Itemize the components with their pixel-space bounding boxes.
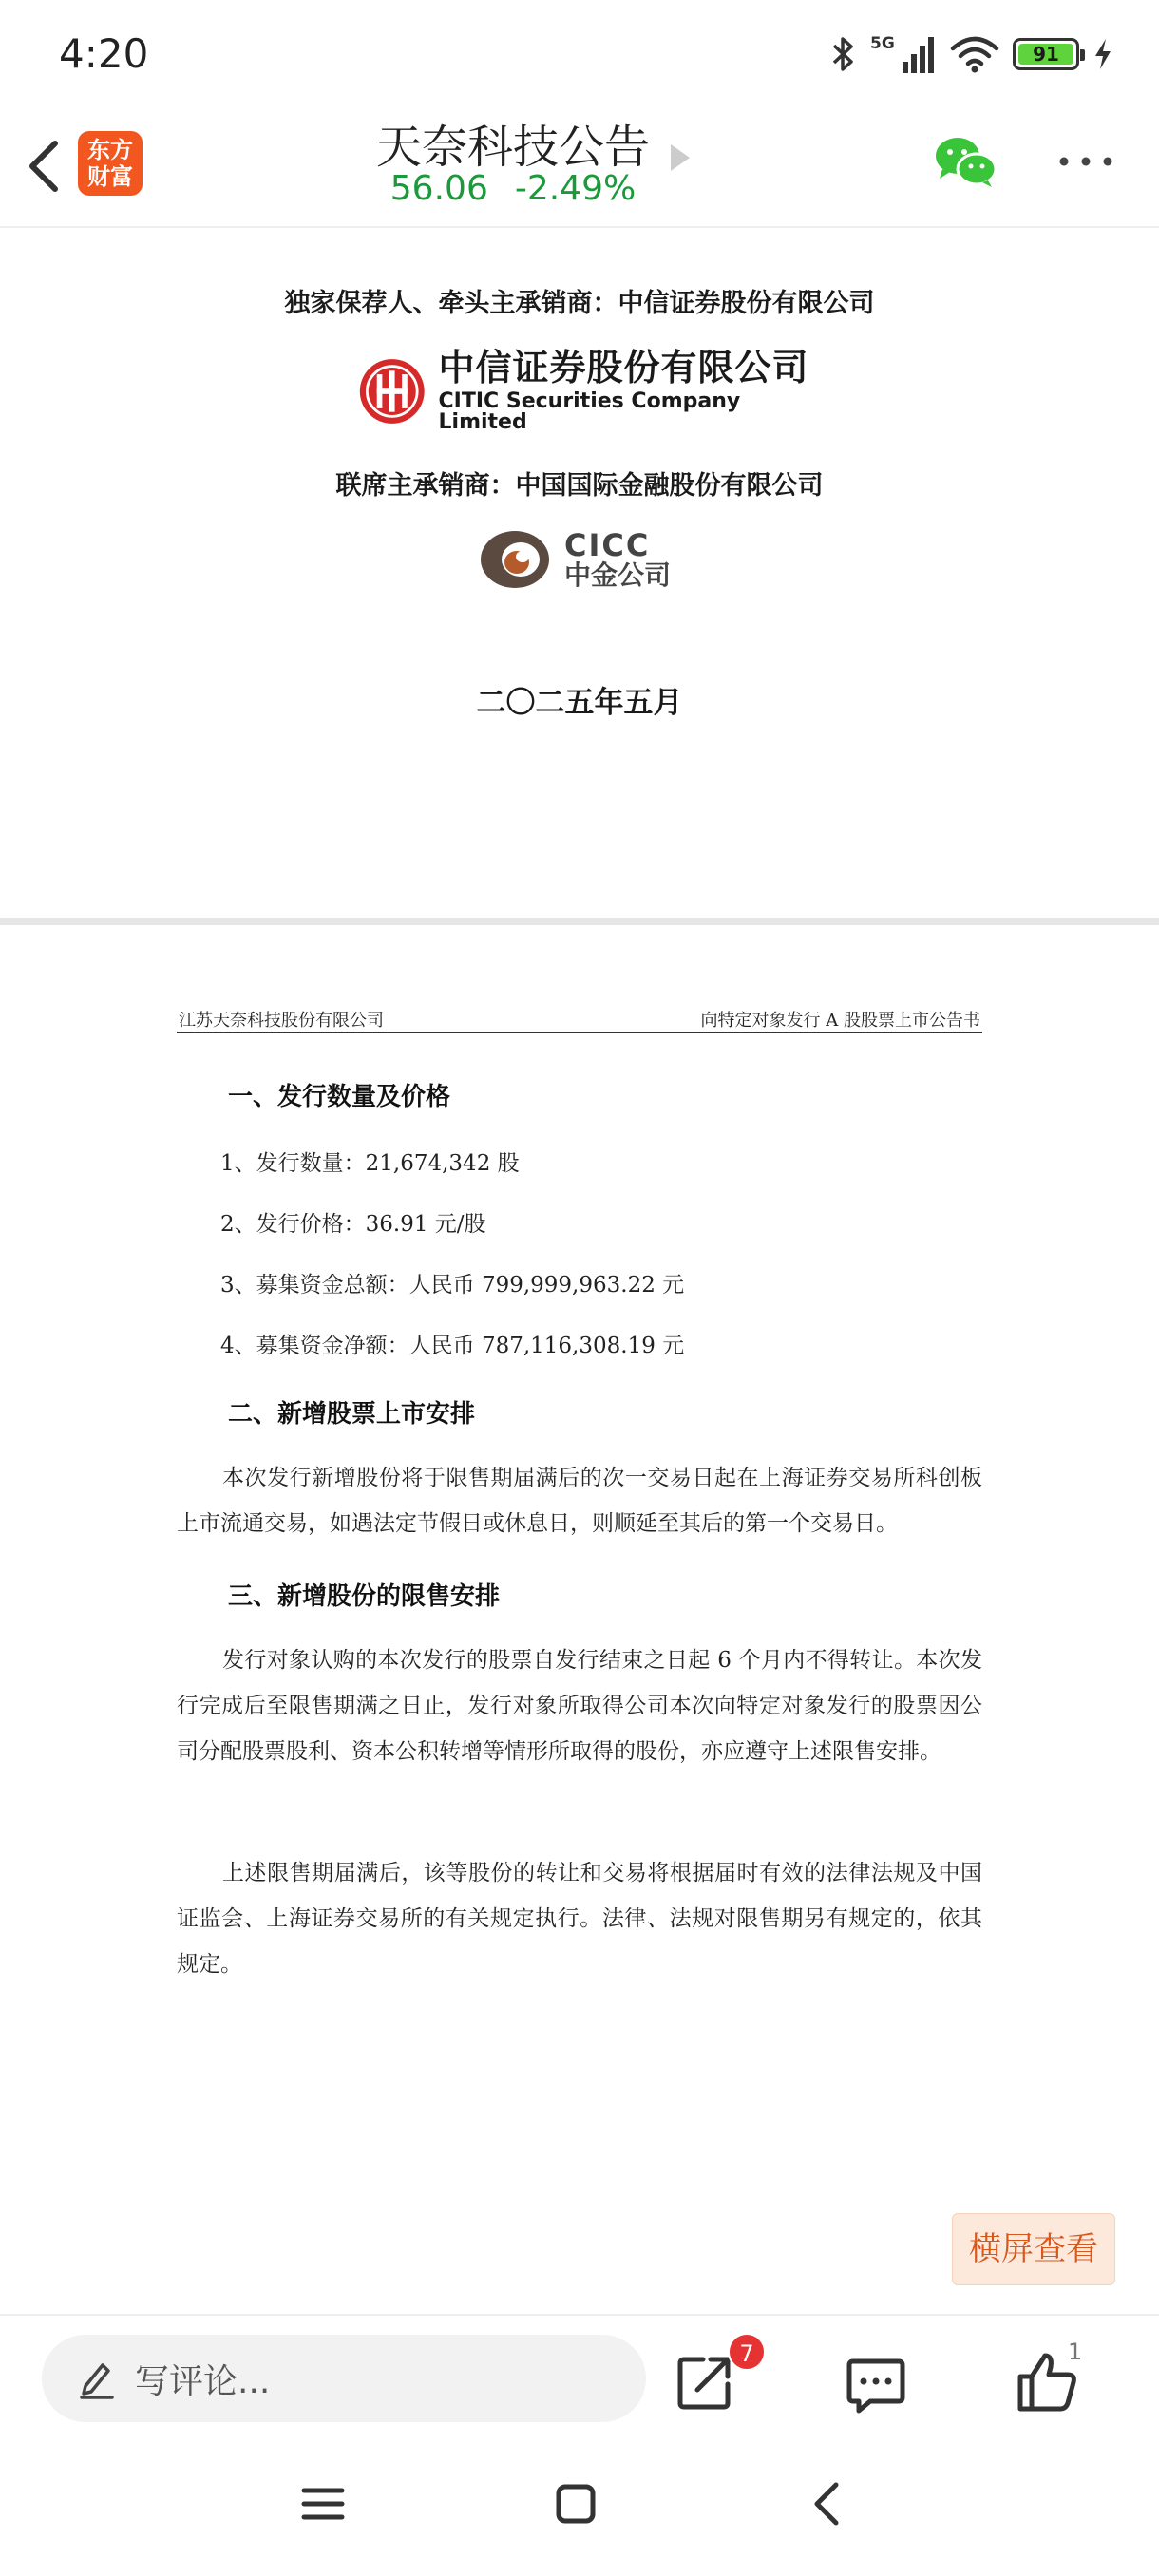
home-icon[interactable] xyxy=(547,2475,604,2532)
more-icon[interactable] xyxy=(1056,133,1115,190)
battery-level: 91 xyxy=(1018,44,1074,65)
cover-date: 二〇二五年五月 xyxy=(476,686,683,720)
bottom-action-bar xyxy=(0,2314,1159,2437)
stock-quote[interactable] xyxy=(323,169,703,208)
document-page xyxy=(0,925,1159,2312)
page-divider xyxy=(0,918,1159,925)
share-count-badge: 7 xyxy=(728,2333,766,2371)
citic-logo xyxy=(357,349,813,434)
section-3-paragraph-1: 发行对象认购的本次发行的股票自发行结束之日起 6 个月内不得转让。本次发行完成后至限售期满之日止，发行对象所取得公司本次向特定对象发行的股票因公司分配股票股利、资本公积转增等情形所取得的股份，亦应遵守上述限售安排。 xyxy=(177,1648,982,1764)
app-logo-line1: 东方 xyxy=(87,137,133,163)
section-3-paragraph-2: 上述限售期届满后，该等股份的转让和交易将根据届时有效的法律法规及中国证监会、上海证券交易所的有关规定执行。法律、法规对限售期另有规定的，依其规定。 xyxy=(177,1861,982,1977)
running-header-left: 江苏天奈科技股份有限公司 xyxy=(179,1011,384,1031)
co-underwriter-line: 联席主承销商：中国国际金融股份有限公司 xyxy=(335,471,824,501)
top-nav-bar xyxy=(0,104,1159,228)
cicc-name-en: CICC xyxy=(564,527,651,563)
section-heading-1: 一、发行数量及价格 xyxy=(228,1083,451,1111)
comment-placeholder: 写评论... xyxy=(135,2361,271,2401)
pencil-icon xyxy=(78,2358,116,2399)
stock-change: -2.49% xyxy=(514,169,636,208)
menu-icon[interactable] xyxy=(294,2475,352,2532)
page-title: 天奈科技公告 xyxy=(375,121,650,174)
section-heading-3: 三、新增股份的限售安排 xyxy=(228,1582,501,1611)
landscape-view-button[interactable]: 横屏查看 xyxy=(952,2213,1115,2285)
battery-icon xyxy=(1013,38,1079,70)
back-icon[interactable] xyxy=(17,128,74,204)
like-count: 1 xyxy=(1068,2339,1083,2365)
running-header-right: 向特定对象发行 A 股股票上市公告书 xyxy=(700,1011,980,1031)
app-logo-line2: 财富 xyxy=(87,163,133,190)
network-label: 5G xyxy=(870,34,895,53)
status-icons xyxy=(828,30,1113,78)
wechat-icon[interactable] xyxy=(933,133,999,190)
comments-icon[interactable] xyxy=(846,2354,906,2415)
app-logo[interactable] xyxy=(78,131,142,196)
citic-emblem-icon xyxy=(357,354,428,428)
list-item: 1、发行数量：21,674,342 股 xyxy=(220,1151,520,1176)
section-2-paragraph: 本次发行新增股份将于限售期届满后的次一交易日起在上海证券交易所科创板上市流通交易，如遇法定节假日或休息日，则顺延至其后的第一个交易日。 xyxy=(177,1466,982,1536)
document-cover-page xyxy=(0,230,1159,919)
system-nav-bar xyxy=(0,2437,1159,2576)
sponsor-line: 独家保荐人、牵头主承销商：中信证券股份有限公司 xyxy=(284,289,875,318)
play-arrow-icon[interactable] xyxy=(671,144,690,171)
list-item: 4、募集资金净额：人民币 787,116,308.19 元 xyxy=(220,1334,685,1358)
citic-name-cn: 中信证券股份有限公司 xyxy=(438,347,809,388)
share-icon[interactable] xyxy=(674,2352,735,2413)
list-item: 3、募集资金总额：人民币 799,999,963.22 元 xyxy=(220,1273,685,1297)
status-bar xyxy=(0,0,1159,104)
wifi-icon xyxy=(950,35,999,73)
comment-input[interactable] xyxy=(42,2335,646,2422)
signal-icon xyxy=(870,33,937,75)
cicc-name-cn: 中金公司 xyxy=(564,559,672,591)
list-item: 2、发行价格：36.91 元/股 xyxy=(220,1212,486,1237)
citic-name-en: CITIC Securities Company Limited xyxy=(438,389,741,434)
cicc-emblem-icon xyxy=(479,528,551,591)
running-header xyxy=(177,1005,982,1033)
charging-icon xyxy=(1092,37,1113,71)
stock-price: 56.06 xyxy=(390,169,488,208)
cicc-logo xyxy=(479,526,697,593)
nav-back-icon[interactable] xyxy=(800,2475,857,2532)
status-time: 4:20 xyxy=(59,30,149,77)
bluetooth-icon xyxy=(828,35,857,73)
section-heading-2: 二、新增股票上市安排 xyxy=(228,1400,476,1429)
